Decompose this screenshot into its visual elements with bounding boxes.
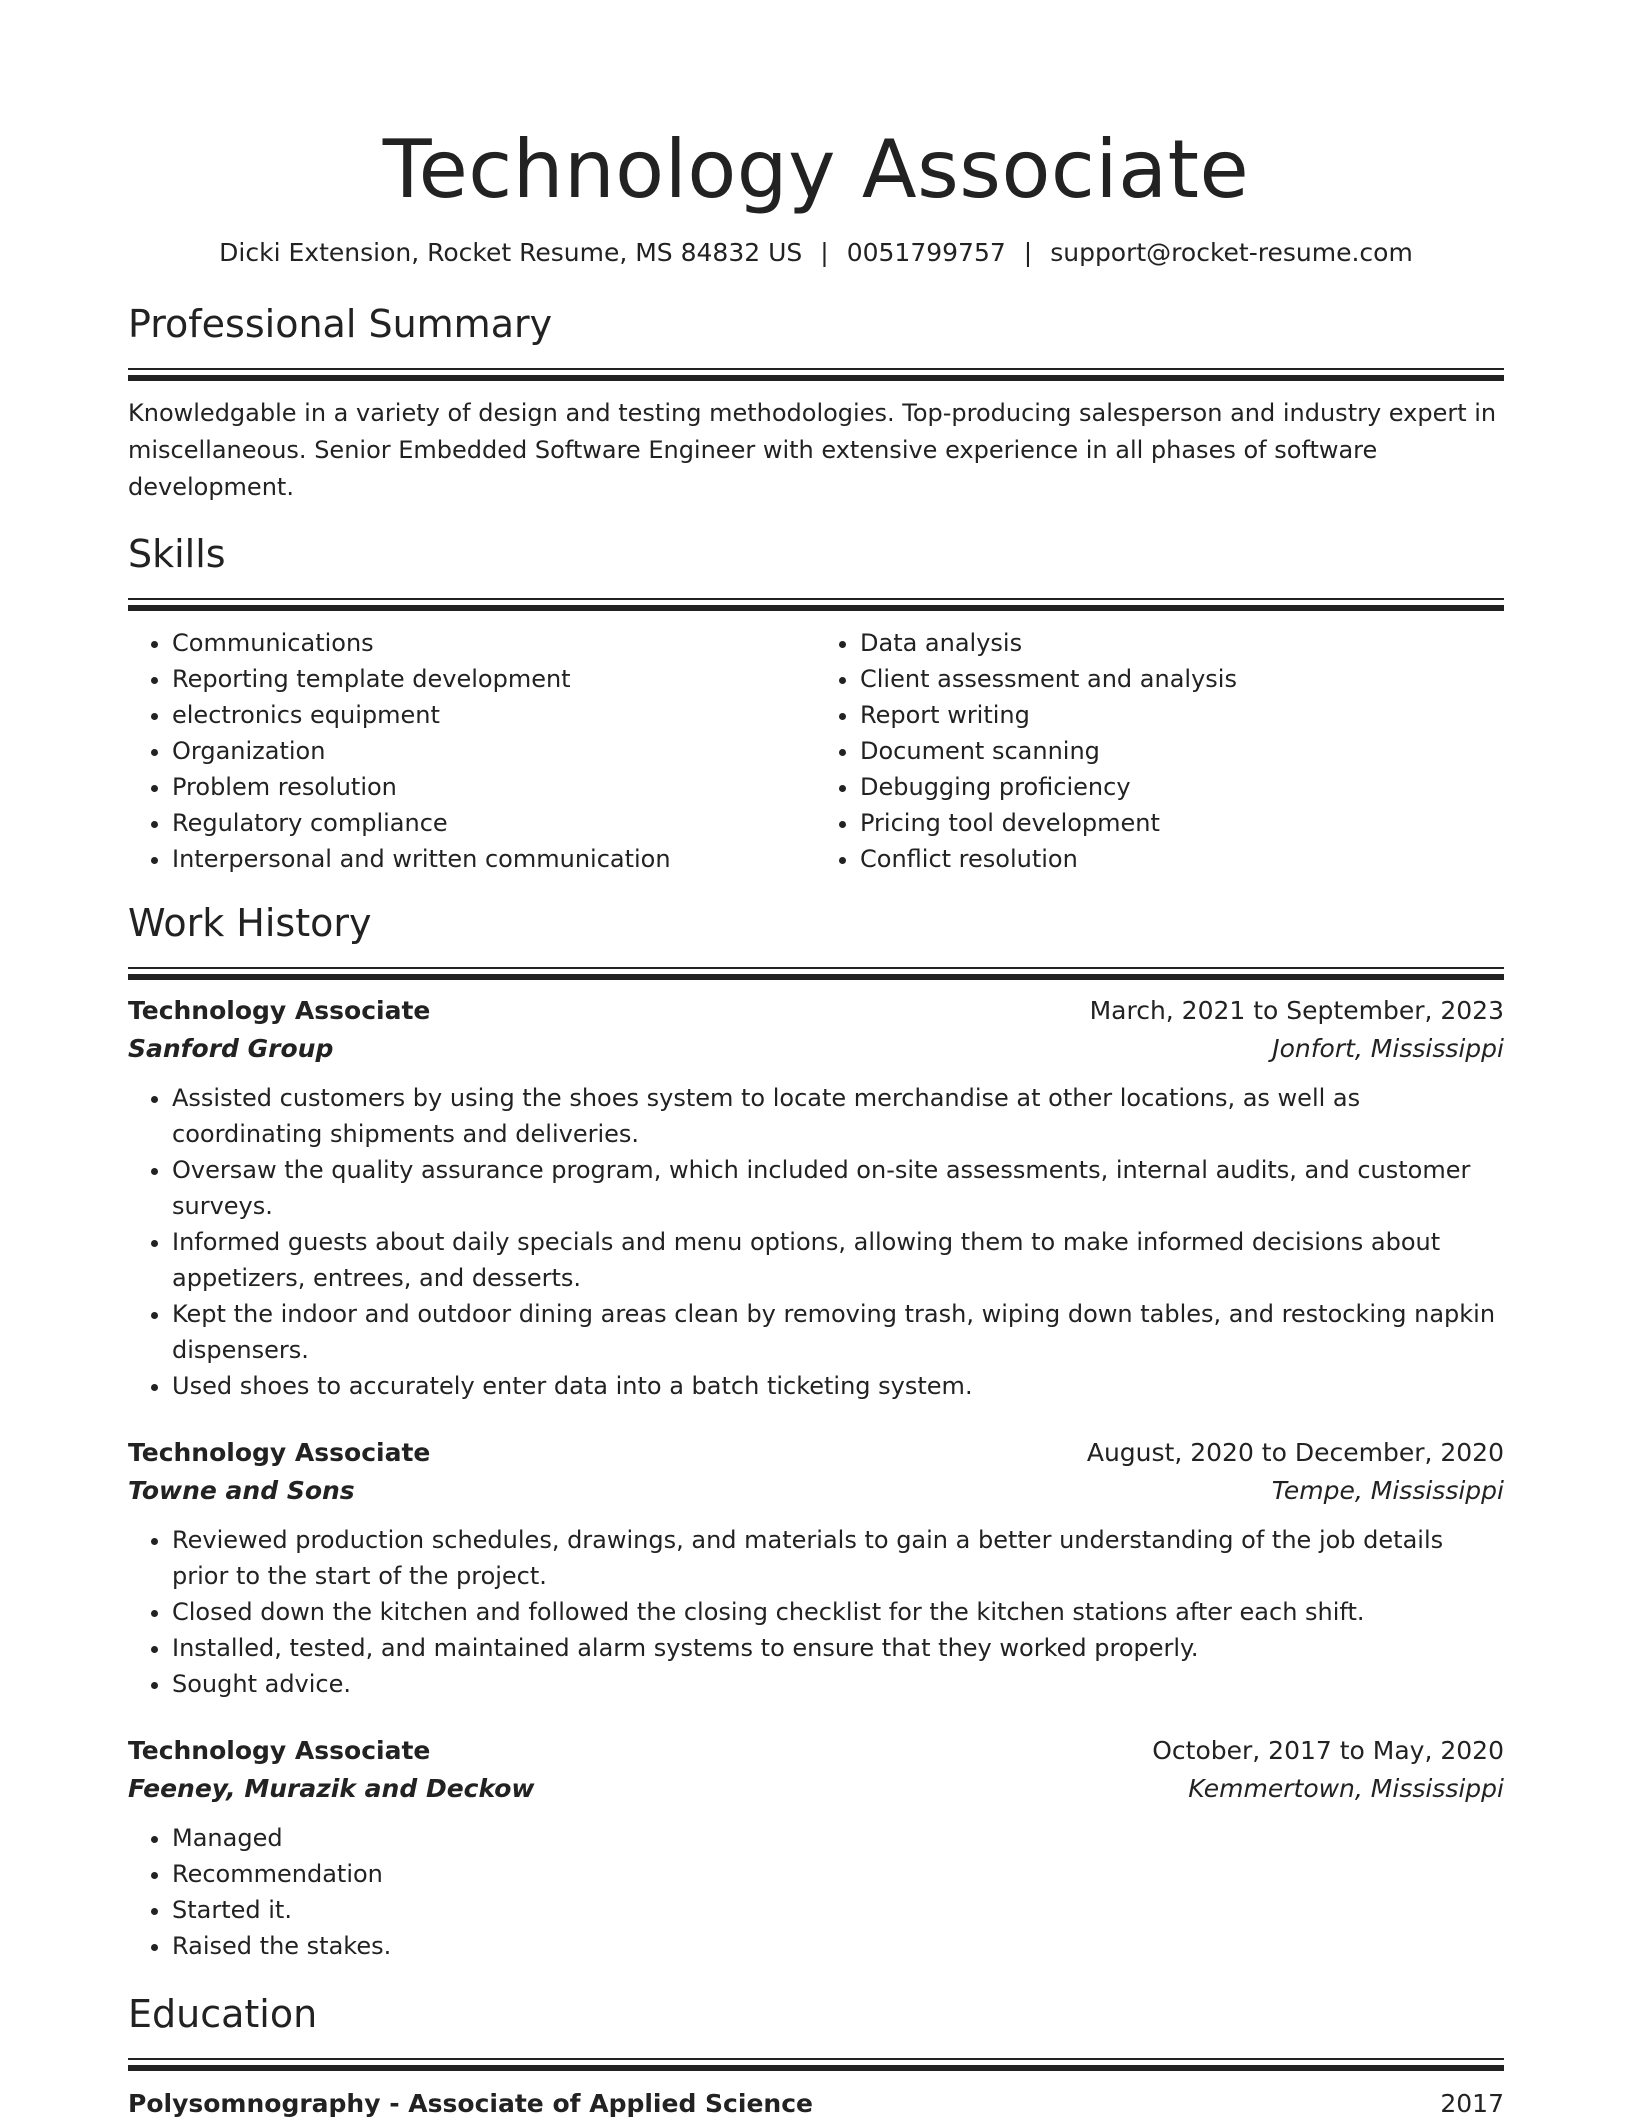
page-title: Technology Associate bbox=[382, 123, 1250, 216]
job-company: Sanford Group bbox=[128, 1034, 334, 1063]
education-degree: Polysomnography - Associate of Applied Science bbox=[128, 2089, 813, 2118]
job-subheader bbox=[128, 1030, 1504, 1068]
section-title-work-history: Work History bbox=[128, 901, 372, 945]
job-subheader bbox=[128, 1770, 1504, 1808]
contact-separator: | bbox=[820, 238, 829, 267]
job-bullet: • Informed guests about daily specials and menu options, allowing them to make informed decisions about appetizers, entrees, and desserts. bbox=[172, 1224, 1504, 1296]
skill-item: • Problem resolution bbox=[172, 769, 816, 805]
skill-item: • Data analysis bbox=[860, 625, 1504, 661]
skill-item: • Regulatory compliance bbox=[172, 805, 816, 841]
skill-item: • Conflict resolution bbox=[860, 841, 1504, 877]
job-entry bbox=[128, 1434, 1504, 1702]
job-bullet: • Sought advice. bbox=[172, 1666, 1504, 1702]
contact-phone: 0051799757 bbox=[846, 238, 1006, 267]
skills-column-left bbox=[128, 625, 816, 877]
skill-item: • Debugging proficiency bbox=[860, 769, 1504, 805]
job-entry bbox=[128, 992, 1504, 1404]
job-title: Technology Associate bbox=[128, 996, 431, 1025]
contact-email: support@rocket-resume.com bbox=[1050, 238, 1413, 267]
section-divider bbox=[128, 598, 1504, 611]
job-bullet: • Kept the indoor and outdoor dining areas clean by removing trash, wiping down tables, and restocking napkin dispensers. bbox=[172, 1296, 1504, 1368]
job-location: Kemmertown, Mississippi bbox=[1188, 1774, 1504, 1803]
skill-item: • Communications bbox=[172, 625, 816, 661]
job-subheader bbox=[128, 1472, 1504, 1510]
education-section bbox=[128, 1990, 1504, 2123]
education-year: 2017 bbox=[1440, 2089, 1504, 2118]
job-location: Jonfort, Mississippi bbox=[1272, 1034, 1504, 1063]
section-title-education: Education bbox=[128, 1992, 318, 2036]
job-dates: August, 2020 to December, 2020 bbox=[1086, 1438, 1504, 1467]
job-location: Tempe, Mississippi bbox=[1271, 1476, 1504, 1505]
job-header bbox=[128, 1732, 1504, 1770]
job-bullet: • Managed bbox=[172, 1820, 1504, 1856]
job-bullets bbox=[128, 1080, 1504, 1404]
section-title-summary: Professional Summary bbox=[128, 302, 553, 346]
job-dates: October, 2017 to May, 2020 bbox=[1152, 1736, 1504, 1765]
job-entry bbox=[128, 1732, 1504, 1964]
contact-address: Dicki Extension, Rocket Resume, MS 84832 US bbox=[219, 238, 803, 267]
section-divider bbox=[128, 967, 1504, 980]
work-history-section bbox=[128, 899, 1504, 1964]
skill-item: • Report writing bbox=[860, 697, 1504, 733]
skills-column-right bbox=[816, 625, 1504, 877]
job-bullets bbox=[128, 1820, 1504, 1964]
job-company: Feeney, Murazik and Deckow bbox=[128, 1774, 535, 1803]
job-title: Technology Associate bbox=[128, 1438, 431, 1467]
job-bullet: • Started it. bbox=[172, 1892, 1504, 1928]
section-divider bbox=[128, 2058, 1504, 2071]
job-bullet: • Reviewed production schedules, drawings, and materials to gain a better understanding of the job details prior to the start of the project. bbox=[172, 1522, 1504, 1594]
education-entry bbox=[128, 2085, 1504, 2123]
skill-item: • Client assessment and analysis bbox=[860, 661, 1504, 697]
skill-item: • Document scanning bbox=[860, 733, 1504, 769]
skill-item: • Organization bbox=[172, 733, 816, 769]
job-header bbox=[128, 1434, 1504, 1472]
skill-item: • Reporting template development bbox=[172, 661, 816, 697]
job-bullet: • Raised the stakes. bbox=[172, 1928, 1504, 1964]
skill-item: • Pricing tool development bbox=[860, 805, 1504, 841]
job-bullet: • Recommendation bbox=[172, 1856, 1504, 1892]
job-company: Towne and Sons bbox=[128, 1476, 355, 1505]
skill-item: • electronics equipment bbox=[172, 697, 816, 733]
skills-section bbox=[128, 530, 1504, 877]
skill-item: • Interpersonal and written communication bbox=[172, 841, 816, 877]
contact-line bbox=[128, 236, 1504, 270]
section-divider bbox=[128, 368, 1504, 381]
summary-section bbox=[128, 300, 1504, 506]
skills-list bbox=[128, 625, 1504, 877]
summary-text: Knowledgable in a variety of design and testing methodologies. Top-producing salesperson and industry expert in miscellaneous. Senior Embedded Software Engineer with extensive experience in all phases of software development. bbox=[128, 399, 1497, 501]
job-bullet: • Closed down the kitchen and followed the closing checklist for the kitchen stations after each shift. bbox=[172, 1594, 1504, 1630]
job-bullets bbox=[128, 1522, 1504, 1702]
job-bullet: • Installed, tested, and maintained alarm systems to ensure that they worked properly. bbox=[172, 1630, 1504, 1666]
job-bullet: • Assisted customers by using the shoes system to locate merchandise at other locations, as well as coordinating shipments and deliveries. bbox=[172, 1080, 1504, 1152]
job-header bbox=[128, 992, 1504, 1030]
section-title-skills: Skills bbox=[128, 532, 226, 576]
job-bullet: • Used shoes to accurately enter data into a batch ticketing system. bbox=[172, 1368, 1504, 1404]
job-title: Technology Associate bbox=[128, 1736, 431, 1765]
job-dates: March, 2021 to September, 2023 bbox=[1089, 996, 1504, 1025]
job-bullet: • Oversaw the quality assurance program, which included on-site assessments, internal audits, and customer surveys. bbox=[172, 1152, 1504, 1224]
contact-separator: | bbox=[1023, 238, 1033, 267]
